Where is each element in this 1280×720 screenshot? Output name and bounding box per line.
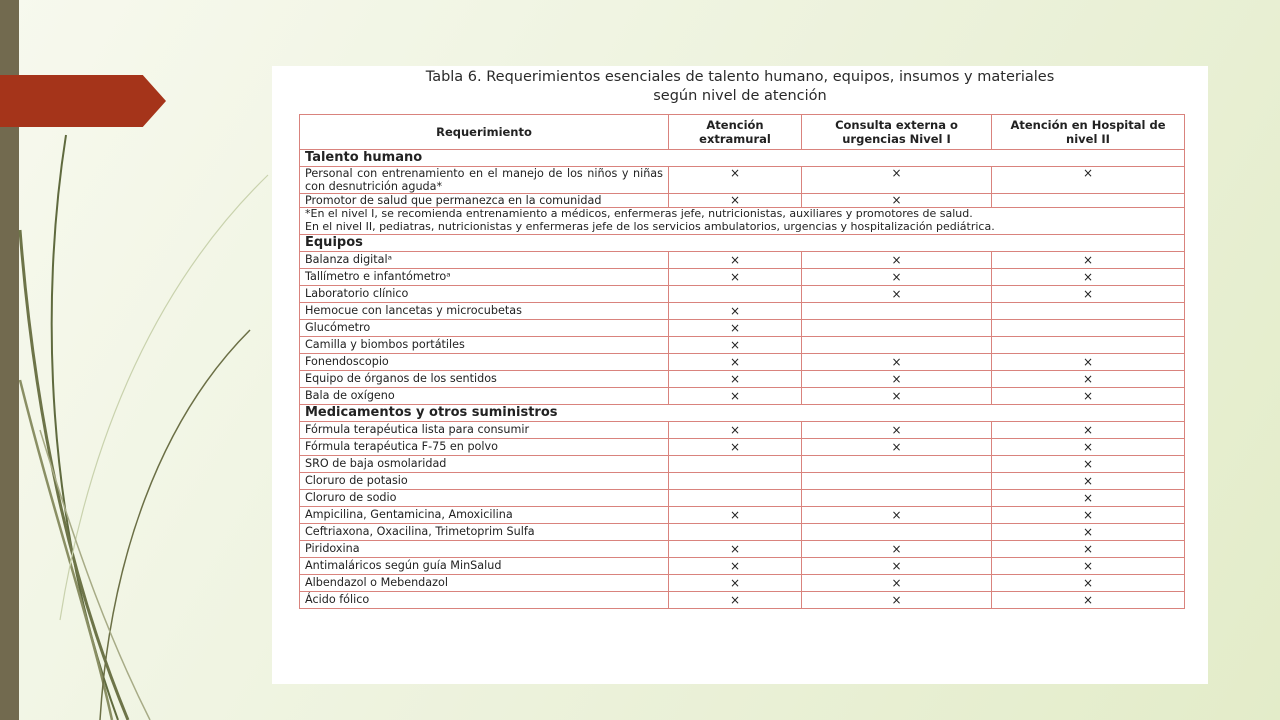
footnote-line: *En el nivel I, se recomienda entrenamiento a médicos, enfermeras jefe, nutricionistas, auxiliares y promotores de salud. — [305, 207, 973, 220]
check-mark: × — [992, 557, 1185, 574]
check-mark: × — [802, 285, 992, 302]
check-mark: × — [802, 353, 992, 370]
section-row — [300, 404, 1185, 421]
table-image — [272, 66, 1208, 684]
table-row — [300, 370, 1185, 387]
check-mark: × — [669, 336, 802, 353]
header-nivel-2: Atención en Hospital de nivel II — [992, 115, 1185, 150]
empty-cell — [669, 523, 802, 540]
footnote — [300, 208, 1185, 235]
check-mark: × — [992, 591, 1185, 608]
table-header-row — [300, 115, 1185, 150]
empty-cell — [802, 489, 992, 506]
requirement-label: Ampicilina, Gentamicina, Amoxicilina — [300, 506, 669, 523]
requirement-label: Hemocue con lancetas y microcubetas — [300, 302, 669, 319]
table-row — [300, 489, 1185, 506]
table-row — [300, 167, 1185, 194]
table-row — [300, 302, 1185, 319]
requirement-label: Cloruro de potasio — [300, 472, 669, 489]
check-mark: × — [802, 574, 992, 591]
check-mark: × — [802, 268, 992, 285]
empty-cell — [802, 302, 992, 319]
check-mark: × — [992, 489, 1185, 506]
requirement-label: SRO de baja osmolaridad — [300, 455, 669, 472]
check-mark: × — [802, 370, 992, 387]
empty-cell — [669, 455, 802, 472]
note-row — [300, 208, 1185, 235]
footnote-line: En el nivel II, pediatras, nutricionistas y enfermeras jefe de los servicios ambulatorios, urgencias y hospitalización pediátrica. — [305, 219, 995, 233]
empty-cell — [802, 336, 992, 353]
check-mark: × — [669, 540, 802, 557]
check-mark: × — [992, 387, 1185, 404]
requirement-label: Piridoxina — [300, 540, 669, 557]
check-mark: × — [669, 251, 802, 268]
table-row — [300, 506, 1185, 523]
section-row — [300, 234, 1185, 251]
empty-cell — [669, 489, 802, 506]
check-mark: × — [992, 438, 1185, 455]
requirement-label: Albendazol o Mebendazol — [300, 574, 669, 591]
header-requerimiento: Requerimiento — [300, 115, 669, 150]
check-mark: × — [669, 302, 802, 319]
table-row — [300, 353, 1185, 370]
requirements-table — [299, 114, 1185, 609]
check-mark: × — [802, 591, 992, 608]
requirement-label: Bala de oxígeno — [300, 387, 669, 404]
table-row — [300, 540, 1185, 557]
section-row — [300, 150, 1185, 167]
check-mark: × — [802, 251, 992, 268]
empty-cell — [669, 472, 802, 489]
check-mark: × — [669, 438, 802, 455]
check-mark: × — [992, 506, 1185, 523]
check-mark: × — [992, 523, 1185, 540]
check-mark: × — [802, 194, 992, 208]
check-mark: × — [992, 353, 1185, 370]
requirement-label: Cloruro de sodio — [300, 489, 669, 506]
requirement-label: Equipo de órganos de los sentidos — [300, 370, 669, 387]
check-mark: × — [992, 540, 1185, 557]
table-row — [300, 421, 1185, 438]
table-row — [300, 523, 1185, 540]
section-title: Equipos — [300, 234, 1185, 251]
table-row — [300, 591, 1185, 608]
table-row — [300, 319, 1185, 336]
check-mark: × — [669, 387, 802, 404]
section-title: Talento humano — [300, 150, 1185, 167]
requirement-label: Ácido fólico — [300, 591, 669, 608]
table-row — [300, 472, 1185, 489]
check-mark: × — [669, 421, 802, 438]
check-mark: × — [992, 268, 1185, 285]
check-mark: × — [802, 540, 992, 557]
empty-cell — [992, 319, 1185, 336]
check-mark: × — [669, 506, 802, 523]
table-row — [300, 285, 1185, 302]
check-mark: × — [669, 557, 802, 574]
check-mark: × — [669, 591, 802, 608]
decorative-grass-lines — [0, 0, 300, 720]
requirement-label: Fonendoscopio — [300, 353, 669, 370]
requirement-label: Tallímetro e infantómetroᵃ — [300, 268, 669, 285]
empty-cell — [802, 455, 992, 472]
check-mark: × — [802, 167, 992, 194]
requirement-label: Balanza digitalᵃ — [300, 251, 669, 268]
table-body — [300, 150, 1185, 609]
table-row — [300, 251, 1185, 268]
check-mark: × — [669, 574, 802, 591]
empty-cell — [802, 319, 992, 336]
table-title-line2: según nivel de atención — [653, 88, 827, 104]
empty-cell — [992, 336, 1185, 353]
table-title-line1: Tabla 6. Requerimientos esenciales de talento humano, equipos, insumos y materiales — [425, 69, 1055, 85]
table-row — [300, 336, 1185, 353]
check-mark: × — [669, 194, 802, 208]
empty-cell — [802, 523, 992, 540]
check-mark: × — [992, 472, 1185, 489]
table-row — [300, 268, 1185, 285]
requirement-label: Antimaláricos según guía MinSalud — [300, 557, 669, 574]
requirement-label: Laboratorio clínico — [300, 285, 669, 302]
requirement-label: Glucómetro — [300, 319, 669, 336]
table-row — [300, 574, 1185, 591]
table-row — [300, 557, 1185, 574]
table-row — [300, 438, 1185, 455]
empty-cell — [802, 472, 992, 489]
check-mark: × — [802, 421, 992, 438]
check-mark: × — [992, 167, 1185, 194]
check-mark: × — [992, 574, 1185, 591]
requirement-label: Ceftriaxona, Oxacilina, Trimetoprim Sulfa — [300, 523, 669, 540]
requirement-label: Fórmula terapéutica F-75 en polvo — [300, 438, 669, 455]
check-mark: × — [802, 557, 992, 574]
check-mark: × — [802, 506, 992, 523]
check-mark: × — [669, 268, 802, 285]
empty-cell — [992, 194, 1185, 208]
table-title — [272, 68, 1208, 106]
header-extramural: Atención extramural — [669, 115, 802, 150]
requirement-label: Fórmula terapéutica lista para consumir — [300, 421, 669, 438]
requirement-label: Camilla y biombos portátiles — [300, 336, 669, 353]
requirement-label: Personal con entrenamiento en el manejo de los niños y niñas con desnutrición aguda* — [300, 167, 669, 194]
table-row — [300, 455, 1185, 472]
empty-cell — [669, 285, 802, 302]
check-mark: × — [802, 387, 992, 404]
check-mark: × — [992, 421, 1185, 438]
check-mark: × — [669, 319, 802, 336]
section-title: Medicamentos y otros suministros — [300, 404, 1185, 421]
check-mark: × — [992, 370, 1185, 387]
check-mark: × — [802, 438, 992, 455]
check-mark: × — [992, 251, 1185, 268]
check-mark: × — [669, 353, 802, 370]
requirement-label: Promotor de salud que permanezca en la comunidad — [300, 194, 669, 208]
table-row — [300, 194, 1185, 208]
check-mark: × — [669, 370, 802, 387]
check-mark: × — [992, 285, 1185, 302]
empty-cell — [992, 302, 1185, 319]
header-nivel-1: Consulta externa o urgencias Nivel I — [802, 115, 992, 150]
check-mark: × — [992, 455, 1185, 472]
table-row — [300, 387, 1185, 404]
check-mark: × — [669, 167, 802, 194]
